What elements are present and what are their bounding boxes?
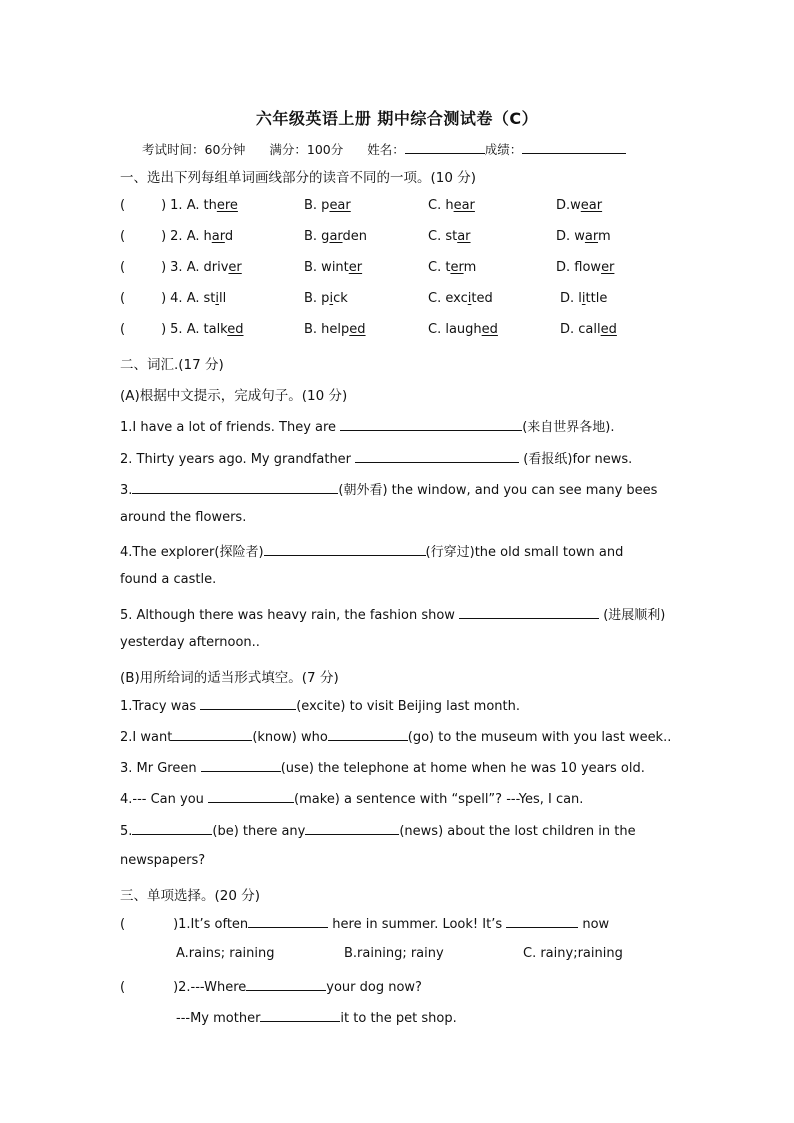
- partA-question-4-cont: found a castle.: [120, 572, 217, 587]
- section1-question-3: ( ) 3. A. driver: [120, 260, 242, 275]
- answer-blank[interactable]: [340, 418, 522, 431]
- question-number: 5. A.: [170, 322, 200, 337]
- answer-blank[interactable]: [200, 697, 296, 710]
- option-c[interactable]: C. star: [428, 229, 471, 244]
- answer-blank[interactable]: [172, 728, 252, 741]
- partA-question-1: 1.I have a lot of friends. They are (来自世界各地).: [120, 420, 615, 435]
- grade-blank[interactable]: [522, 141, 626, 154]
- grade-label: 成绩：: [484, 142, 523, 157]
- section1-heading: 一、选出下列每组单词画线部分的读音不同的一项。(10 分): [120, 170, 477, 186]
- name-label: 姓名：: [367, 142, 405, 157]
- option-b[interactable]: B. garden: [304, 229, 368, 244]
- section2-partB-heading: (B)用所给词的适当形式填空。(7 分): [120, 670, 339, 686]
- partA-question-5: 5. Although there was heavy rain, the fashion show (进展顺利): [120, 608, 666, 623]
- name-blank[interactable]: [405, 141, 485, 154]
- choice-question-2-cont: ---My mother it to the pet shop.: [176, 1011, 457, 1026]
- section2-partA-heading: (A)根据中文提示，完成句子。(10 分): [120, 388, 348, 404]
- option-d[interactable]: D. called: [560, 322, 617, 337]
- option-c[interactable]: C. laughed: [428, 322, 498, 337]
- answer-blank[interactable]: [248, 915, 328, 928]
- partB-question-2: 2.I want (know) who (go) to the museum with you last week..: [120, 730, 672, 745]
- section3-heading: 三、单项选择。(20 分): [120, 888, 261, 904]
- section1-question-2: ( ) 2. A. hard: [120, 229, 234, 244]
- answer-blank[interactable]: [355, 450, 519, 463]
- answer-blank[interactable]: [506, 915, 578, 928]
- partA-question-5-cont: yesterday afternoon..: [120, 635, 260, 650]
- option-a[interactable]: talked: [203, 322, 244, 337]
- option-c[interactable]: C. excited: [428, 291, 493, 306]
- option-a[interactable]: there: [203, 198, 238, 213]
- question-number: 2. A.: [170, 229, 200, 244]
- option-b[interactable]: B. helped: [304, 322, 366, 337]
- partA-question-3-cont: around the flowers.: [120, 510, 247, 525]
- question-number: 4. A.: [170, 291, 200, 306]
- answer-blank[interactable]: [246, 978, 326, 991]
- question-number: 3. A.: [170, 260, 200, 275]
- exam-info-line: [142, 140, 626, 158]
- choice-option-b[interactable]: B.raining; rainy: [344, 946, 444, 961]
- exam-time: 考试时间：60分钟: [142, 142, 246, 157]
- answer-blank[interactable]: [260, 1009, 340, 1022]
- choice-question-1: ( )1.It’s often here in summer. Look! It’s now: [120, 917, 610, 932]
- question-number: 1. A.: [170, 198, 200, 213]
- answer-blank[interactable]: [305, 822, 399, 835]
- partA-question-4: 4.The explorer(探险者) (行穿过)the old small town and: [120, 545, 624, 560]
- partA-question-2: 2. Thirty years ago. My grandfather (看报纸)for news.: [120, 452, 633, 467]
- option-c[interactable]: C. term: [428, 260, 477, 275]
- answer-blank[interactable]: [132, 481, 338, 494]
- option-b[interactable]: B. winter: [304, 260, 363, 275]
- option-d[interactable]: D. little: [560, 291, 608, 306]
- exam-title: 六年级英语上册 期中综合测试卷（C）: [255, 109, 539, 128]
- choice-question-2: ( )2.---Where your dog now?: [120, 980, 422, 995]
- option-d[interactable]: D. flower: [556, 260, 615, 275]
- option-a[interactable]: hard: [203, 229, 234, 244]
- answer-blank[interactable]: [201, 759, 281, 772]
- answer-blank[interactable]: [264, 543, 426, 556]
- section1-question-1: ( ) 1. A. there: [120, 198, 238, 213]
- partB-question-5: 5. (be) there any (news) about the lost children in the: [120, 824, 636, 839]
- section1-question-4: ( ) 4. A. still: [120, 291, 227, 306]
- option-d[interactable]: D.wear: [556, 198, 603, 213]
- answer-blank[interactable]: [328, 728, 408, 741]
- section2-heading: 二、词汇.(17 分): [120, 357, 224, 373]
- option-a[interactable]: driver: [203, 260, 242, 275]
- section1-question-5: ( ) 5. A. talked: [120, 322, 244, 337]
- answer-blank[interactable]: [459, 606, 599, 619]
- partB-question-3: 3. Mr Green (use) the telephone at home when he was 10 years old.: [120, 761, 645, 776]
- partB-question-4: 4.--- Can you (make) a sentence with “spell”? ---Yes, I can.: [120, 792, 584, 807]
- partB-question-1: 1.Tracy was (excite) to visit Beijing last month.: [120, 699, 520, 714]
- option-b[interactable]: B. pear: [304, 198, 351, 213]
- answer-blank[interactable]: [132, 822, 212, 835]
- option-d[interactable]: D. warm: [556, 229, 611, 244]
- exam-score: 满分：100分: [269, 142, 344, 157]
- partA-question-3: 3. (朝外看) the window, and you can see many bees: [120, 483, 658, 498]
- option-b[interactable]: B. pick: [304, 291, 348, 306]
- choice-option-c[interactable]: C. rainy;raining: [523, 946, 623, 961]
- answer-blank[interactable]: [208, 790, 294, 803]
- partB-question-5-cont: newspapers?: [120, 853, 206, 868]
- choice-option-a[interactable]: A.rains; raining: [176, 946, 275, 961]
- option-c[interactable]: C. hear: [428, 198, 475, 213]
- option-a[interactable]: still: [203, 291, 227, 306]
